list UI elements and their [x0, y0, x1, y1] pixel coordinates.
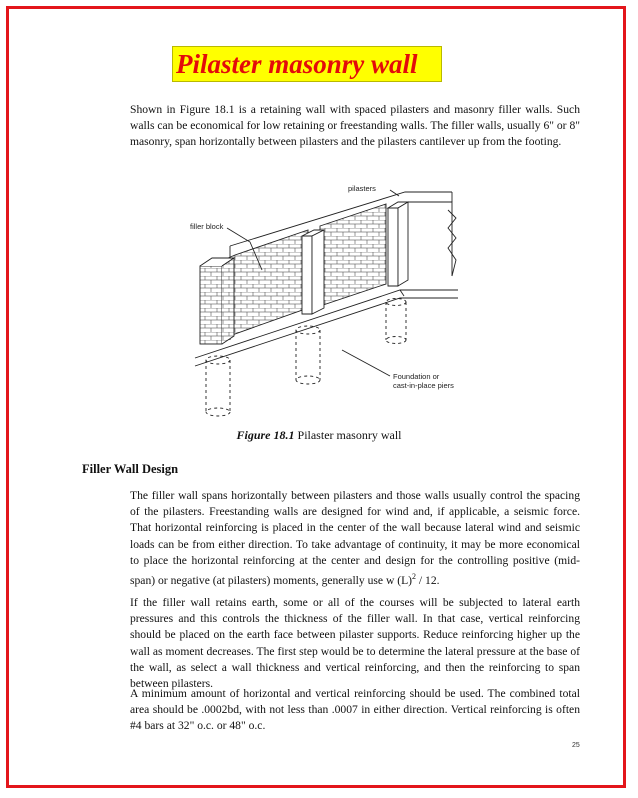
- page-title: Pilaster masonry wall: [176, 49, 418, 79]
- label-foundation-line2: cast-in-place piers: [393, 381, 454, 390]
- label-foundation-line1: Foundation or: [393, 372, 440, 381]
- caption-text: Pilaster masonry wall: [297, 428, 402, 442]
- label-pilasters: pilasters: [348, 184, 376, 193]
- paragraph-1-tail: / 12.: [416, 573, 440, 587]
- paragraph-1-text: The filler wall spans horizontally between pilasters and those walls usually control the spacing of the pilasters. Freestanding walls are designed for wind and, if applicable, a seismic force. That horizontal reinforcing is placed in the center of the wall because lateral wind and seismic loads can be from either direction. To take advantage of continuity, it may be more economical to place the horizontal reinforcing at the center and design for the controlling positive (mid-span) or negative (at pilasters) moments, generally use w (L): [130, 489, 580, 587]
- page-number: 25: [572, 742, 580, 749]
- caption-id: Figure 18.1: [236, 428, 295, 442]
- paragraph-1-sup: 2: [412, 572, 417, 582]
- paragraph-3: A minimum amount of horizontal and vertical reinforcing should be used. The combined total area should be .0002bd, with not less than .0007 in either direction. Vertical reinforcing is often #4 bars at 32" o.c. or 48" o.c.: [130, 687, 580, 733]
- paragraph-2: If the filler wall retains earth, some or all of the courses will be subjected to lateral earth pressures and this controls the thickness of the filler wall. In that case, vertical reinforcing should be placed on the earth face between pilaster supports. Reduce reinforcing higher up the wall as moment decreases. The first step would be to determine the lateral pressure at the base of the wall, as select a wall thickness and vertical reinforcing, and then the reinforcing to span between pilasters.: [130, 596, 580, 691]
- paragraph-1: [130, 488, 580, 589]
- figure-pilaster-wall: [190, 180, 480, 420]
- intro-paragraph: Shown in Figure 18.1 is a retaining wall with spaced pilasters and masonry filler walls. Such walls can be economical for low retaining or freestanding walls. The filler walls, usually 6" or 8" masonry, span horizontally between pilasters and the pilasters cantilever up from the footing.: [130, 103, 580, 149]
- figure-caption: [0, 428, 638, 443]
- label-filler-block: filler block: [190, 222, 224, 231]
- section-heading: Filler Wall Design: [82, 462, 179, 476]
